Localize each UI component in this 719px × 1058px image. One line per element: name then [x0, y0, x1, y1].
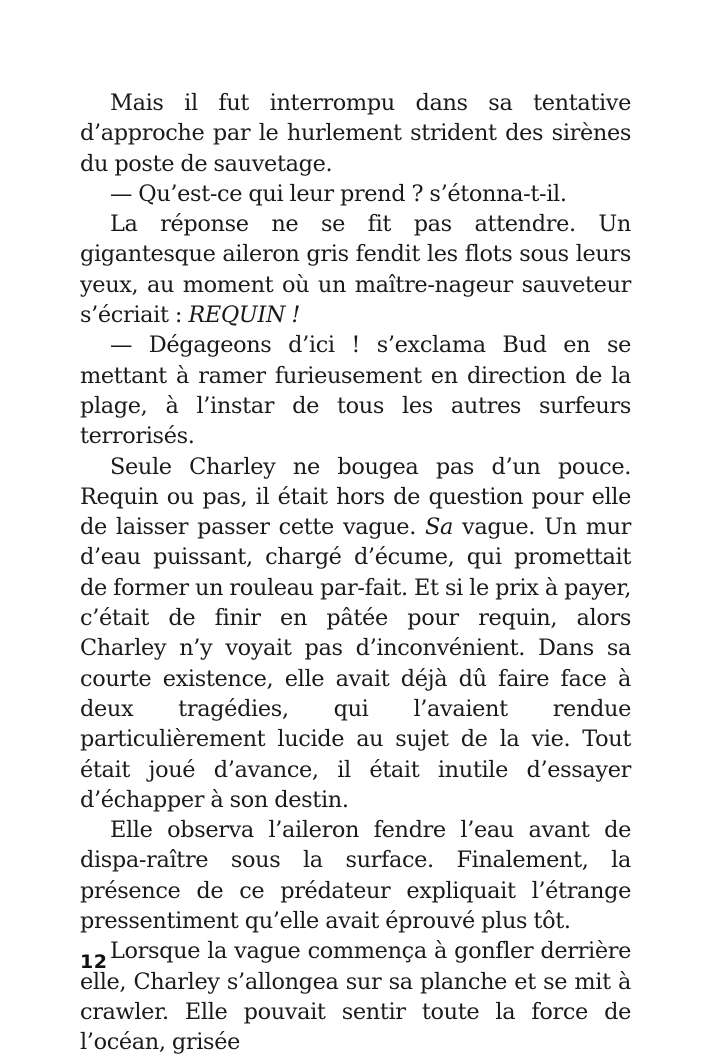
paragraph-text: Mais il fut interrompu dans sa tentative d’approche par le hurlement strident des sirènes du poste de sauvetage.	[80, 90, 631, 177]
paragraph-text: La réponse ne se fit pas attendre. Un gigantesque aileron gris fendit les flots sous leurs yeux, au moment où un maître-nageur sauveteur s’écriait :	[80, 211, 631, 329]
paragraph	[80, 815, 631, 936]
page-body	[80, 88, 631, 1058]
paragraph	[80, 88, 631, 179]
dialogue-paragraph	[80, 179, 631, 209]
dialogue-paragraph	[80, 330, 631, 451]
page-number: 12	[80, 951, 108, 973]
paragraph-text: — Dégageons d’ici ! s’exclama Bud en se mettant à ramer furieusement en direction de la plage, à l’instar de tous les autres surfeurs terrorisés.	[80, 332, 631, 450]
paragraph-text: Lorsque la vague commença à gonfler derrière elle, Charley s’allongea sur sa planche et se mit à crawler. Elle pouvait sentir toute la force de l’océan, grisée	[80, 938, 631, 1056]
italic-text: REQUIN !	[188, 302, 301, 329]
italic-text: Sa	[425, 514, 454, 541]
paragraph	[80, 209, 631, 330]
paragraph	[80, 936, 631, 1057]
paragraph	[80, 452, 631, 816]
paragraph-text: vague. Un mur d’eau puissant, chargé d’écume, qui promettait de former un rouleau par-fait. Et si le prix à payer, c’était de finir en pâtée pour requin, alors Charley n’y voyait pas d’inconvénient. Dans sa courte existence, elle avait déjà dû faire face à deux tragédies, qui l’avaient rendue particulièrement lucide au sujet de la vie. Tout était joué d’avance, il était inutile d’essayer d’échapper à son destin.	[80, 514, 632, 813]
paragraph-text: — Qu’est-ce qui leur prend ? s’étonna-t-il.	[110, 180, 567, 207]
paragraph-text: Seule Charley ne bougea pas d’un pouce. Requin ou pas, il était hors de question pour elle de laisser passer cette vague.	[80, 453, 631, 541]
paragraph-text: Elle observa l’aileron fendre l’eau avant de dispa-raître sous la surface. Finalement, la présence de ce prédateur expliquait l’étrange pressentiment qu’elle avait éprouvé plus tôt.	[80, 817, 631, 935]
